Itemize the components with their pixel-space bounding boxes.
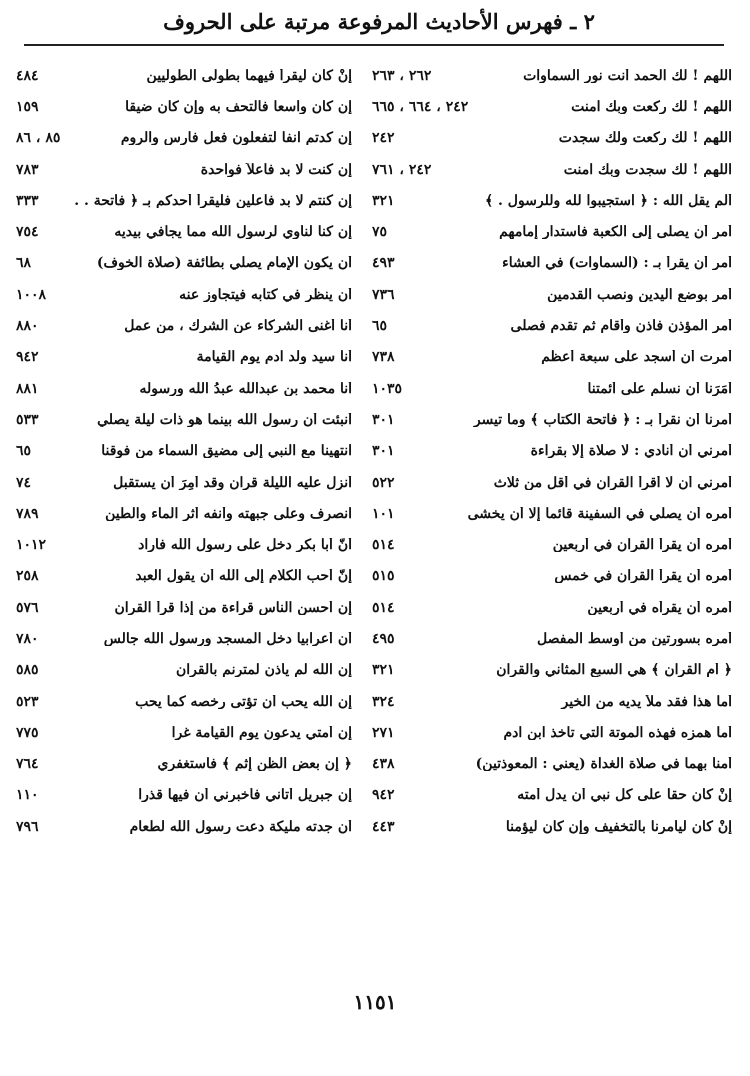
hadith-text: أنا محمد بن عبدالله عبدُ الله ورسوله — [139, 381, 352, 396]
page-reference: ٢٤٢ ، ٦٦٤ ، ٦٦٥ — [372, 98, 469, 115]
page-reference: ٧٥٤ — [16, 224, 39, 241]
hadith-text: إن أحسن الناس قراءة من إذا قرأ القرآن — [114, 600, 352, 615]
index-entry — [16, 811, 352, 842]
page-reference: ٨٨١ — [16, 380, 39, 397]
page-reference: ٩٤٢ — [16, 349, 39, 366]
hadith-text: أُنبئت أن رسول الله بينما هو ذات ليلة يصلي — [97, 412, 352, 427]
page-reference: ٧٤ — [16, 474, 32, 491]
hadith-text: إن أمتي يدعون يوم القيامة غراً — [171, 725, 352, 740]
hadith-text: إن كنا لنأوي لرسول الله مما يجافي بيديه — [114, 225, 352, 240]
index-entry — [16, 373, 352, 404]
index-entry — [372, 655, 732, 686]
index-entry — [16, 123, 352, 154]
hadith-text: أمنا بهما في صلاة الغداة (يعني : المعوذتين) — [475, 757, 732, 772]
hadith-text: أنّ أبا بكر دخل على رسول الله فأراد — [138, 538, 352, 553]
page-reference: ٢٧١ — [372, 724, 395, 741]
page-reference: ٦٥ — [372, 318, 388, 335]
page-reference: ٥١٤ — [372, 537, 395, 554]
hadith-text: أمره بسورتين من أوسط المفصل — [536, 631, 732, 646]
page-header — [38, 4, 720, 40]
page-reference: ٣٠١ — [372, 443, 395, 460]
page-reference: ٧٣٦ — [372, 286, 395, 303]
index-entry — [16, 216, 352, 247]
page-reference: ٧٥ — [372, 224, 388, 241]
index-entry — [16, 529, 352, 560]
index-entry — [372, 529, 732, 560]
hadith-text: إنّ أحب الكلام إلى الله أن يقول العبد — [135, 569, 352, 584]
page-reference: ١٠١٢ — [16, 537, 47, 554]
hadith-text: أنا أغنى الشركاء عن الشرك ، من عمل — [124, 319, 352, 334]
hadith-text: انصرف وعلى جبهته وأنفه أثر الماء والطين — [105, 506, 352, 521]
hadith-text: اللهم ! لك سجدت وبك آمنت — [563, 162, 732, 177]
index-entry — [372, 811, 732, 842]
page-reference: ٦٥ — [16, 443, 32, 460]
page-reference: ٧٣٨ — [372, 349, 395, 366]
page-reference: ٨٥ ، ٨٦ — [16, 130, 61, 147]
index-entry — [372, 373, 732, 404]
page-reference: ٢٥٨ — [16, 568, 39, 585]
page-reference: ٦٨ — [16, 255, 32, 272]
hadith-text: أن أعرابياً دخل المسجد ورسول الله جالس — [103, 631, 352, 646]
index-entry — [16, 248, 352, 279]
hadith-text: إن كدتم آنفاً لتفعلون فعل فارس والروم — [120, 131, 352, 146]
hadith-text: أن جدته مليكة دعت رسول الله لطعام — [129, 819, 352, 834]
hadith-text: اللهم ! لك الحمد أنت نور السماوات — [523, 68, 732, 83]
hadith-text: أمرني أن أنادي : لا صلاة إلا بقراءة — [530, 444, 732, 459]
page-reference: ٥١٥ — [372, 568, 395, 585]
index-entry — [372, 717, 732, 748]
page-reference: ٤٩٣ — [372, 255, 395, 272]
hadith-text: أن يكون الإمام يصلي بطائفة (صلاة الخوف) — [96, 256, 352, 271]
page-reference: ٧٩٦ — [16, 818, 39, 835]
page-reference: ٧٦٤ — [16, 756, 39, 773]
hadith-text: أمر المؤذن فأذن وأقام ثم تقدم فصلى — [510, 319, 732, 334]
index-entry — [16, 154, 352, 185]
page-reference: ٤٩٥ — [372, 630, 395, 647]
page-reference: ٣٢٤ — [372, 693, 395, 710]
hadith-text: ﴿ أم القرآن ﴾ هي السبع المثاني والقرآن — [496, 663, 732, 678]
page-reference: ٨٨٠ — [16, 318, 39, 335]
page-reference: ٧٨٩ — [16, 505, 39, 522]
hadith-text: إن الله يحب أن تؤتى رخصه كما يحب — [135, 694, 352, 709]
hadith-text: أمرنا أن نقرأ بـ : ﴿ فاتحة الكتاب ﴾ وما تيسر — [473, 412, 732, 427]
hadith-text: إن كان واسعاً فالتحف به وإن كان ضيقاً — [125, 99, 352, 114]
index-entry — [16, 717, 352, 748]
index-entry — [372, 686, 732, 717]
page-reference: ١٠١ — [372, 505, 395, 522]
index-entry — [372, 248, 732, 279]
page-reference: ١٥٩ — [16, 98, 39, 115]
hadith-text: إنْ كان ليأمرنا بالتخفيف وإن كان ليؤمنا — [505, 819, 732, 834]
index-entry — [16, 686, 352, 717]
hadith-text: أما هذا فقد ملأ يديه من الخير — [561, 694, 732, 709]
page-reference: ٥٢٢ — [372, 474, 395, 491]
index-entry — [372, 561, 732, 592]
index-entry — [372, 623, 732, 654]
page-reference: ١٠٠٨ — [16, 286, 47, 303]
hadith-text: إن كنت لا بد فاعلاً فواحدة — [200, 162, 352, 177]
hadith-text: ألم يقل الله : ﴿ استجيبوا لله وللرسول . ﴾ — [484, 193, 732, 208]
hadith-text: أمَرَنا أن نسلم على أئمتنا — [587, 381, 732, 396]
hadith-text: اللهم ! لك ركعت وبك آمنت — [571, 99, 732, 114]
page-reference: ٣٢١ — [372, 192, 395, 209]
index-entry — [16, 404, 352, 435]
header-title: ٢ ـ فهرس الأحاديث المرفوعة مرتبة على الحروف — [163, 9, 595, 34]
index-entry — [16, 749, 352, 780]
index-entry — [16, 592, 352, 623]
page-reference: ٧٨٣ — [16, 161, 39, 178]
hadith-text: أمره أن يقرأ القرآن في أربعين — [552, 538, 732, 553]
page-reference: ٤٨٤ — [16, 67, 39, 84]
index-entry — [16, 498, 352, 529]
index-entry — [16, 185, 352, 216]
hadith-text: إنْ كان حقاً على كل نبي أن يدل أمته — [517, 788, 732, 803]
index-entry — [16, 91, 352, 122]
index-entry — [372, 310, 732, 341]
index-entry — [372, 123, 732, 154]
index-column-left — [16, 60, 352, 940]
index-entry — [372, 342, 732, 373]
index-entry — [372, 592, 732, 623]
index-entry — [16, 467, 352, 498]
hadith-text: انتهينا مع النبي إلى مضيق السماء من فوقنا — [101, 444, 352, 459]
index-column-right — [372, 60, 732, 940]
index-entry — [372, 780, 732, 811]
hadith-text: أُنزل عليه الليلة قرآن وقد أُمِرَ أن يستقبل — [113, 475, 352, 490]
index-entry — [372, 467, 732, 498]
hadith-text: اللهم ! لك ركعت ولك سجدت — [558, 131, 732, 146]
hadith-text: أنا سيد ولد آدم يوم القيامة — [196, 350, 352, 365]
index-entry — [372, 498, 732, 529]
page-reference: ٣٣٣ — [16, 192, 39, 209]
hadith-text: أما همزه فهذه الموتة التي تاخذ ابن آدم — [503, 725, 732, 740]
hadith-text: إن كنتم لا بد فاعلين فليقرأ أحدكم بـ ﴿ فاتحة . . — [74, 193, 352, 208]
page-reference: ٣٢١ — [372, 662, 395, 679]
page-reference: ٥١٤ — [372, 599, 395, 616]
page-reference: ٧٧٥ — [16, 724, 39, 741]
index-entry — [16, 60, 352, 91]
page-reference: ١٠٣٥ — [372, 380, 403, 397]
hadith-text: أمر بوضع اليدين ونصب القدمين — [547, 287, 732, 302]
page-reference: ٤٤٣ — [372, 818, 395, 835]
index-entry — [372, 749, 732, 780]
hadith-text: أمر أن يصلى إلى الكعبة فاستدار إمامهم — [499, 225, 732, 240]
page-reference: ٥٣٣ — [16, 411, 39, 428]
index-entry — [16, 342, 352, 373]
index-entry — [16, 279, 352, 310]
index-entry — [16, 310, 352, 341]
page-reference: ٣٠١ — [372, 411, 395, 428]
hadith-text: أمره أن يقرأه في أربعين — [587, 600, 732, 615]
index-entry — [372, 404, 732, 435]
hadith-text: أمرني أن لا أقرأ القرآن في أقل من ثلاث — [493, 475, 732, 490]
hadith-text: أمر أن يقرأ بـ : (السماوات) في العشاء — [502, 256, 732, 271]
hadith-text: إن الله لم يأذن لمترنم بالقرآن — [175, 663, 352, 678]
page-reference: ٥٧٦ — [16, 599, 39, 616]
index-entry — [16, 655, 352, 686]
index-entry — [372, 436, 732, 467]
page-reference: ٧٨٠ — [16, 630, 39, 647]
hadith-text: أمره أن يصلي في السفينة قائماً إلا أن يخشى — [467, 506, 732, 521]
hadith-text: إن جبريل أتاني فأخبرني أن فيها قذراً — [138, 788, 352, 803]
header-rule — [24, 44, 724, 46]
hadith-text: إنْ كان لَيقرأ فيهما بطولى الطوليين — [146, 68, 352, 83]
page-number: ١١٥١ — [353, 990, 397, 1014]
hadith-text: أمره أن يقرأ القرآن في خمس — [554, 569, 732, 584]
index-entry — [16, 436, 352, 467]
page-reference: ٢٤٢ ، ٧٦١ — [372, 161, 432, 178]
index-entry — [16, 780, 352, 811]
page-reference: ٢٦٢ ، ٢٦٣ — [372, 67, 432, 84]
index-entry — [372, 91, 732, 122]
page-reference: ١١٠ — [16, 787, 39, 804]
hadith-text: أمرت أن أسجد على سبعة أعظم — [541, 350, 732, 365]
page-reference: ٥٨٥ — [16, 662, 39, 679]
hadith-text: ﴿ إن بعض الظن إثم ﴾ فاستغفري — [157, 757, 352, 772]
index-entry — [372, 279, 732, 310]
page-reference: ٩٤٢ — [372, 787, 395, 804]
page-reference: ٢٤٢ — [372, 130, 395, 147]
index-entry — [372, 154, 732, 185]
index-entry — [16, 561, 352, 592]
index-entry — [372, 216, 732, 247]
hadith-text: أن ينظر في كتابه فيتجاوز عنه — [179, 287, 352, 302]
page-reference: ٤٣٨ — [372, 756, 395, 773]
page-reference: ٥٢٣ — [16, 693, 39, 710]
index-entry — [16, 623, 352, 654]
index-entry — [372, 60, 732, 91]
index-entry — [372, 185, 732, 216]
